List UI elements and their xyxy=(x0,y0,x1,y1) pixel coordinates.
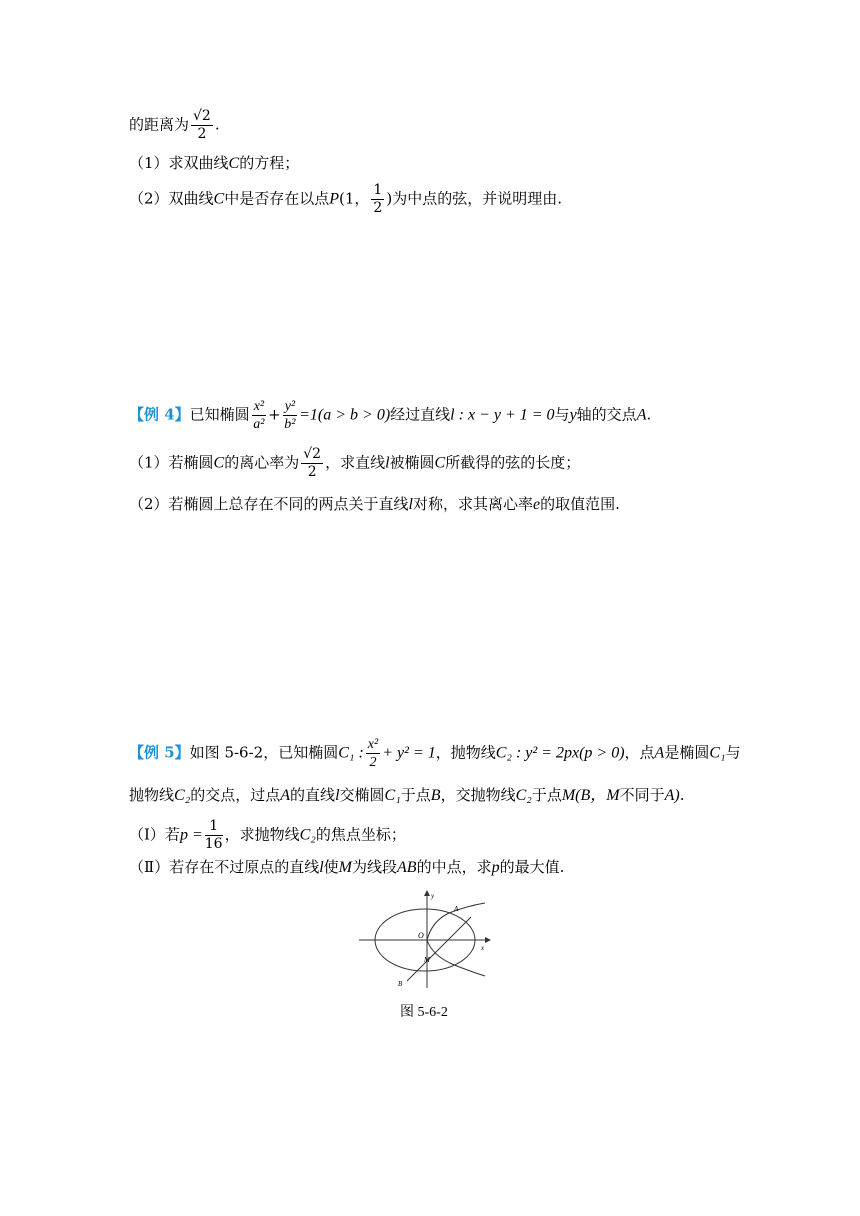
label-y: y xyxy=(431,892,435,900)
label-m: M xyxy=(424,956,430,964)
example-5-question-1: （Ⅰ）若p = $\frac{1}{16}$ ，求抛物线C₂的焦点坐标； xyxy=(129,818,406,852)
one-sixteenth: $\frac{1}{16}$ xyxy=(204,818,223,852)
distance-line: 的距离为 $\frac{√2}{2}$ . xyxy=(129,108,220,142)
text: 的距离为 xyxy=(129,115,190,134)
x2-over-a2: $\frac{\text{x²}}{\text{a²}}$ xyxy=(253,399,265,432)
question-2: （2）双曲线C中是否存在以点P(1， $\frac{1}{2}$ )为中点的弦，并说明理由. xyxy=(129,182,562,216)
line-l xyxy=(407,917,471,981)
example-4-statement: 【例 4】已知椭圆 $\frac{\text{x²}}{\text{a²}}$ + $\frac{\text{y²}}{\text{b²}}$ =1(a > b > 0)经过直线l : x − y + 1 = 0与y轴的交点A. xyxy=(129,399,652,432)
label-x: x xyxy=(481,944,485,952)
x2-over-2: $\frac{\text{x²}}{2}$ xyxy=(367,737,379,770)
y2-over-b2: $\frac{\text{y²}}{\text{b²}}$ xyxy=(284,399,296,432)
example-5-question-2: （Ⅱ）若存在不过原点的直线l使M为线段AB的中点，求p的最大值. xyxy=(129,858,565,876)
one-half: $\frac{1}{2}$ xyxy=(373,182,383,216)
example-5-tag: 【例 5】 xyxy=(129,743,190,762)
example-5-line-2: 抛物线C₂的交点，过点A的直线l交椭圆C₁于点B，交抛物线C₂于点M(B，M不同于A). xyxy=(129,786,685,804)
label-b: B xyxy=(398,980,403,988)
y-axis-arrow xyxy=(424,890,430,896)
figure-caption: 图 5-6-2 xyxy=(400,1005,448,1020)
label-o: O xyxy=(418,931,424,940)
question-1: （1）求双曲线C的方程； xyxy=(129,154,300,172)
x-axis-arrow xyxy=(485,937,491,943)
example-5-statement: 【例 5】如图 5-6-2，已知椭圆C₁ : $\frac{\text{x²}}{2}$ + y² = 1，抛物线C₂ : y² = 2px(p > 0)，点A是椭圆C₁与 xyxy=(129,737,741,770)
sqrt2-over-2: $\frac{√2}{2}$ xyxy=(303,446,322,480)
label-a: A xyxy=(454,905,459,913)
ellipse-parabola-figure xyxy=(357,888,491,992)
example-4-tag: 【例 4】 xyxy=(129,405,190,424)
example-4-question-1: （1）若椭圆C的离心率为 $\frac{√2}{2}$ ，求直线l被椭圆C所截得的弦的长度； xyxy=(129,446,581,480)
example-4-question-2: （2）若椭圆上总存在不同的两点关于直线l对称，求其离心率e的取值范围. xyxy=(129,495,620,513)
sqrt2-over-2: $\frac{√2}{2}$ xyxy=(193,108,211,142)
